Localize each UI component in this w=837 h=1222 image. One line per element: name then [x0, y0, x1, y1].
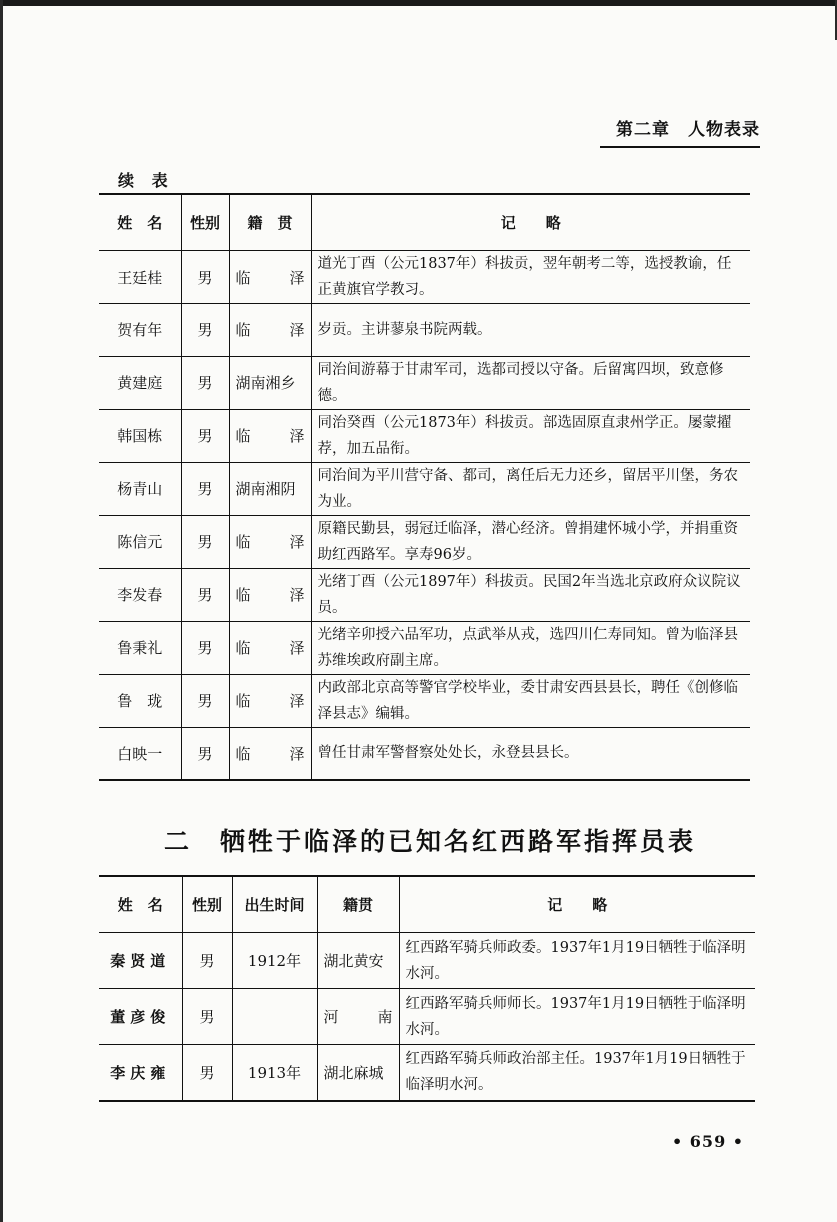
person-sex: 男 [181, 568, 229, 621]
col-header-place: 籍贯 [317, 876, 399, 933]
place-text [236, 267, 305, 288]
place-cell: 湖北麻城 [317, 1045, 399, 1101]
place-cell [229, 251, 311, 304]
person-sex: 男 [182, 989, 232, 1045]
place-text [236, 637, 305, 658]
place-text [324, 1006, 393, 1027]
place-part: 泽 [289, 533, 305, 552]
person-sex: 男 [181, 409, 229, 462]
table-row [99, 251, 750, 304]
section-title: 二 牺牲于临泽的已知名红西路军指挥员表 [163, 827, 696, 856]
table-row [99, 515, 750, 568]
place-part: 临 [235, 692, 251, 711]
place-text [236, 743, 305, 764]
person-note: 红西路军骑兵师政治部主任。1937年1月19日牺牲于临泽明水河。 [399, 1045, 755, 1101]
col-header-note: 记 略 [311, 194, 750, 251]
continued-table-label: 续 表 [118, 171, 174, 190]
place-cell: 湖北黄安 [317, 933, 399, 989]
place-cell [317, 989, 399, 1045]
place-part: 泽 [289, 321, 305, 340]
table-row [99, 462, 750, 515]
col-header-sex: 性别 [181, 194, 229, 251]
person-name: 董彦俊 [99, 989, 182, 1045]
place-text [236, 584, 305, 605]
place-part: 临 [235, 586, 251, 605]
person-sex: 男 [181, 674, 229, 727]
table-row [99, 933, 755, 989]
table-row [99, 674, 750, 727]
place-text [236, 425, 305, 446]
col-header-born: 出生时间 [232, 876, 317, 933]
person-note: 内政部北京高等警官学校毕业，委甘肃安西县县长，聘任《创修临泽县志》编辑。 [311, 674, 750, 727]
person-sex: 男 [181, 356, 229, 409]
person-name: 鲁秉礼 [99, 621, 181, 674]
col-header-place: 籍 贯 [229, 194, 311, 251]
place-cell [229, 409, 311, 462]
col-header-name: 姓 名 [99, 876, 182, 933]
person-sex: 男 [182, 933, 232, 989]
chapter-header: 第二章 人物表录 [600, 115, 760, 148]
person-name: 白映一 [117, 744, 163, 763]
place-part: 临 [235, 744, 251, 763]
place-cell [229, 304, 311, 357]
table-header-row [99, 876, 755, 933]
person-name: 李庆雍 [110, 1063, 171, 1082]
person-note: 同治间为平川营守备、都司，离任后无力还乡，留居平川堡，务农为业。 [311, 462, 750, 515]
place-text [236, 690, 305, 711]
place-part: 泽 [289, 692, 305, 711]
table-row [99, 1045, 755, 1101]
person-name: 鲁 珑 [99, 674, 181, 727]
person-name: 陈信元 [99, 515, 181, 568]
person-note: 岁贡。主讲蓼泉书院两载。 [311, 304, 750, 357]
place-cell [229, 674, 311, 727]
person-note: 红西路军骑兵师政委。1937年1月19日牺牲于临泽明水河。 [399, 933, 755, 989]
place-cell [229, 621, 311, 674]
place-cell: 湖南湘阴 [229, 462, 311, 515]
person-sex: 男 [181, 727, 229, 780]
table-row [99, 989, 755, 1045]
col-header-note: 记 略 [399, 876, 755, 933]
place-part: 南 [377, 1008, 393, 1026]
place-part: 泽 [289, 586, 305, 605]
person-note: 同治癸酉（公元1873年）科拔贡。部选固原直隶州学正。屡蒙擢荐，加五品衔。 [311, 409, 750, 462]
place-part: 临 [235, 639, 251, 658]
person-name: 贺有年 [99, 304, 181, 357]
col-header-sex: 性别 [182, 876, 232, 933]
person-name: 黄建庭 [99, 356, 181, 409]
person-note: 原籍民勤县，弱冠迁临泽，潜心经济。曾捐建怀城小学，并捐重资助红西路军。享寿96岁。 [311, 515, 750, 568]
place-part: 河 [323, 1008, 339, 1026]
person-sex: 男 [181, 251, 229, 304]
table-row [99, 568, 750, 621]
person-born: 1912年 [232, 933, 317, 989]
person-born [232, 989, 317, 1045]
page-top-border [0, 0, 837, 6]
table-row [99, 304, 750, 357]
person-note: 红西路军骑兵师师长。1937年1月19日牺牲于临泽明水河。 [399, 989, 755, 1045]
person-sex: 男 [181, 304, 229, 357]
person-name: 王廷桂 [99, 251, 181, 304]
person-note: 同治间游幕于甘肃军司，选都司授以守备。后留寓四坝，致意修德。 [311, 356, 750, 409]
commanders-table [99, 875, 755, 1102]
table-row [99, 409, 750, 462]
table-header-row [99, 194, 750, 251]
place-part: 泽 [289, 268, 305, 287]
place-cell [229, 568, 311, 621]
place-part: 临 [235, 427, 251, 446]
person-name: 韩国栋 [99, 409, 181, 462]
page-left-border [0, 0, 3, 1222]
table-row [99, 356, 750, 409]
person-sex: 男 [182, 1045, 232, 1101]
person-sex: 男 [181, 621, 229, 674]
table-row [99, 621, 750, 674]
person-note: 光绪辛卯授六品军功，点武举从戎，选四川仁寿同知。曾为临泽县苏维埃政府副主席。 [311, 621, 750, 674]
person-sex: 男 [181, 462, 229, 515]
persons-table [99, 193, 750, 781]
person-sex: 男 [181, 515, 229, 568]
person-name: 李发春 [99, 568, 181, 621]
place-part: 泽 [289, 427, 305, 446]
page-number: • 659 • [672, 1132, 744, 1151]
person-note: 曾任甘肃军警督察处处长，永登县县长。 [311, 727, 750, 780]
place-text [236, 319, 305, 340]
person-name: 杨青山 [99, 462, 181, 515]
place-part: 临 [235, 533, 251, 552]
place-part: 临 [235, 321, 251, 340]
person-name: 秦贤道 [99, 933, 182, 989]
table-row [99, 727, 750, 780]
person-born: 1913年 [232, 1045, 317, 1101]
place-part: 临 [235, 268, 251, 287]
place-part: 泽 [289, 744, 305, 763]
col-header-name: 姓 名 [99, 194, 181, 251]
place-part: 泽 [289, 639, 305, 658]
place-cell: 湖南湘乡 [229, 356, 311, 409]
place-cell [229, 727, 311, 780]
place-text [236, 531, 305, 552]
person-note: 光绪丁酉（公元1897年）科拔贡。民国2年当选北京政府众议院议员。 [311, 568, 750, 621]
person-note: 道光丁酉（公元1837年）科拔贡，翌年朝考二等，选授教谕，任正黄旗官学教习。 [311, 251, 750, 304]
place-cell [229, 515, 311, 568]
